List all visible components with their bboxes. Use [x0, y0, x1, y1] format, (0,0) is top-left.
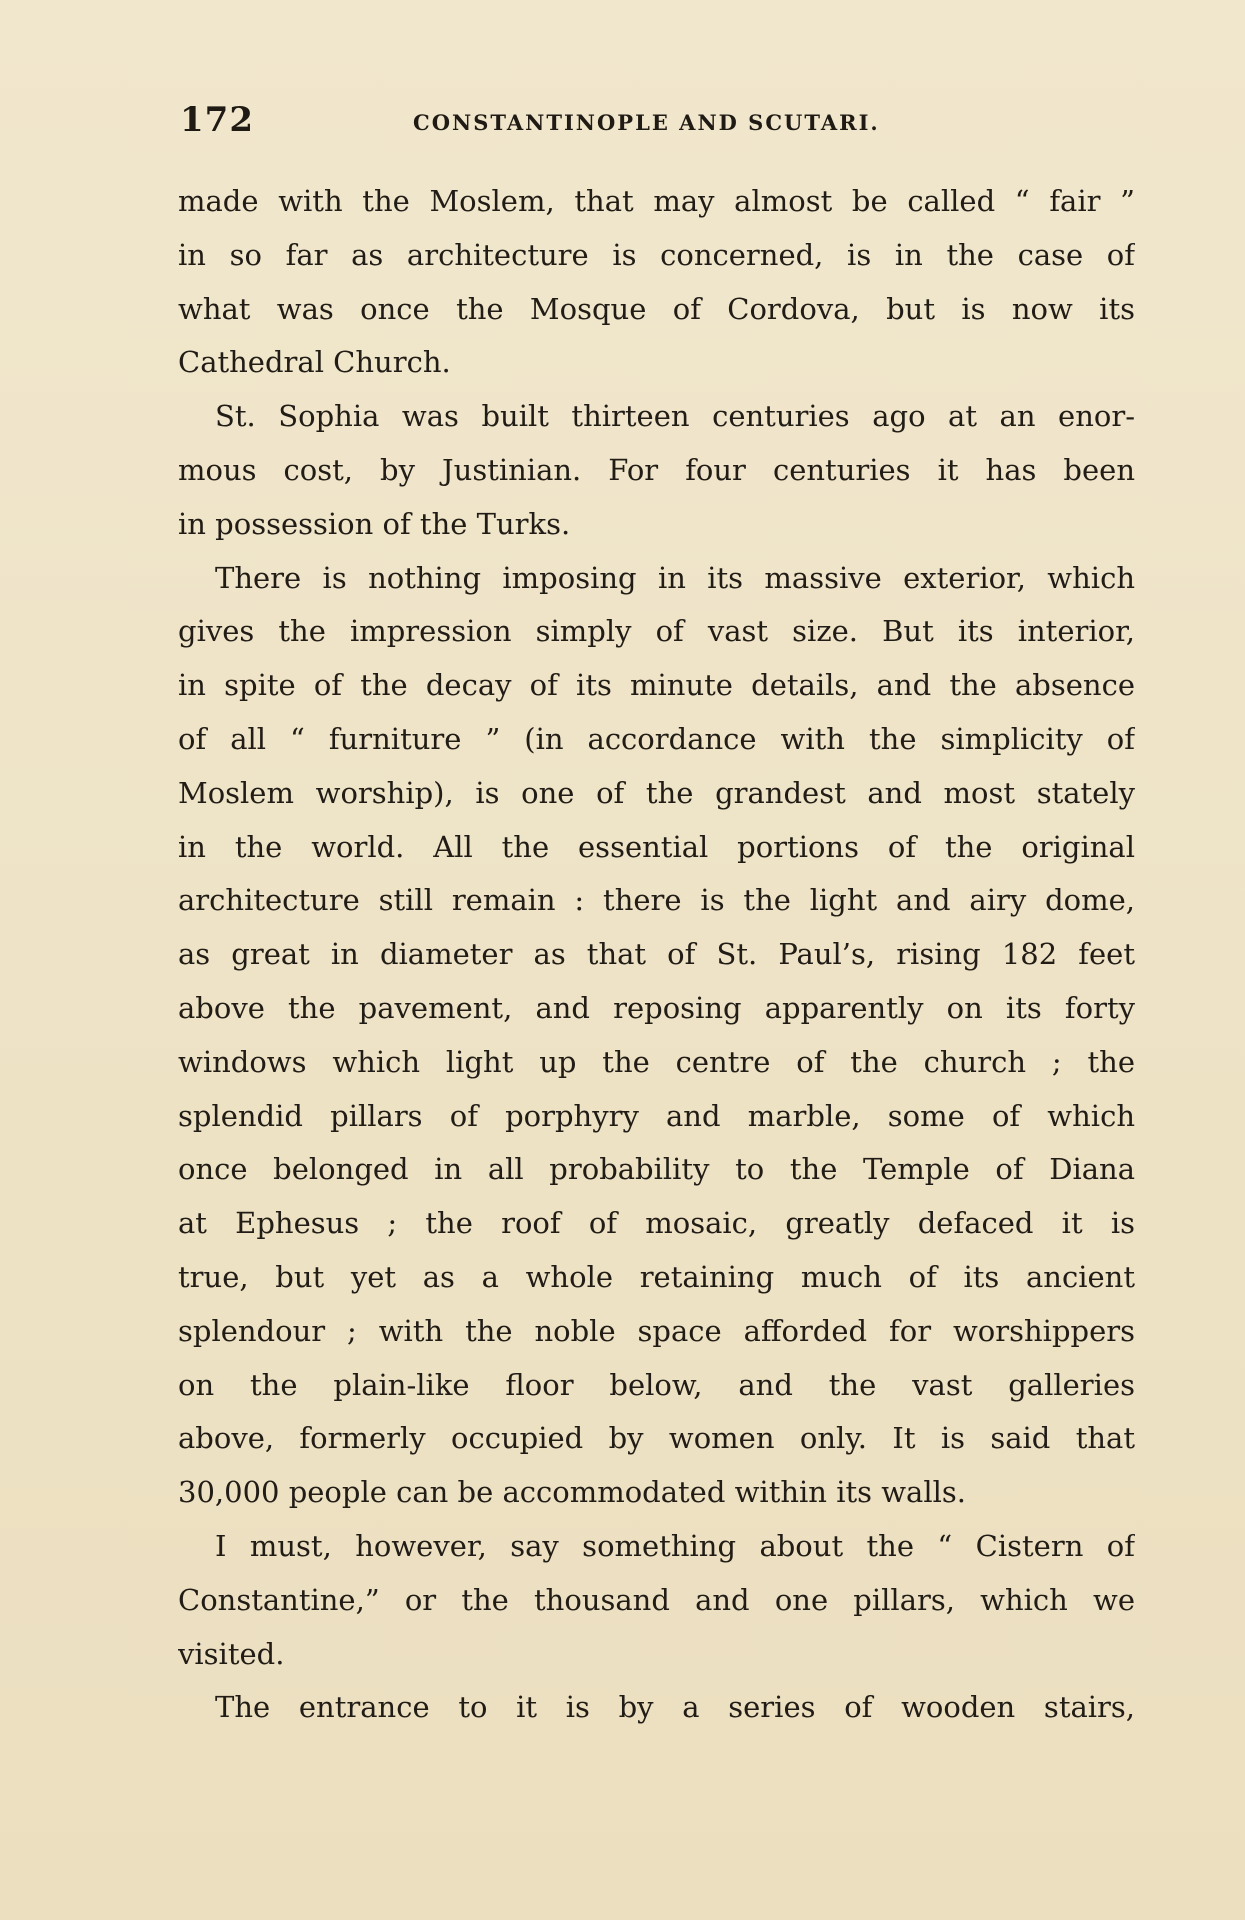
text-line: St. Sophia was built thirteen centuries ago at an enor-	[215, 399, 1135, 434]
page-number: 172	[180, 100, 254, 140]
text-line: splendid pillars of porphyry and marble, some of which	[178, 1098, 1135, 1133]
body-text	[178, 175, 1135, 1735]
text-line: Moslem worship), is one of the grandest and most stately	[178, 775, 1135, 810]
text-line: I must, however, say something about the “ Cistern of	[215, 1528, 1135, 1563]
text-line: as great in diameter as that of St. Paul’s, rising 182 feet	[178, 937, 1135, 972]
text-line: in possession of the Turks.	[178, 506, 571, 541]
text-line: of all “ furniture ” (in accordance with the simplicity of	[178, 721, 1135, 756]
text-line: made with the Moslem, that may almost be called “ fair ”	[178, 184, 1135, 218]
text-line: what was once the Mosque of Cordova, but is now its	[178, 291, 1135, 326]
paragraph	[178, 1520, 1135, 1681]
text-line: The entrance to it is by a series of wooden stairs,	[215, 1690, 1135, 1725]
text-line: above the pavement, and reposing apparently on its forty	[178, 990, 1135, 1025]
text-line: windows which light up the centre of the church ; the	[178, 1044, 1135, 1079]
text-line: at Ephesus ; the roof of mosaic, greatly defaced it is	[178, 1206, 1135, 1241]
text-line: There is nothing imposing in its massive exterior, which	[215, 560, 1135, 595]
running-title: CONSTANTINOPLE AND SCUTARI.	[413, 110, 880, 135]
text-line: above, formerly occupied by women only. It is said that	[178, 1421, 1135, 1456]
text-line: architecture still remain : there is the light and airy dome,	[178, 883, 1135, 918]
text-line: Cathedral Church.	[178, 345, 451, 380]
paragraph	[178, 175, 1135, 390]
paragraph	[178, 552, 1135, 1520]
text-line: visited.	[178, 1636, 285, 1671]
text-line: in spite of the decay of its minute details, and the absence	[178, 668, 1135, 703]
text-line: in so far as architecture is concerned, is in the case of	[178, 237, 1135, 272]
text-line: gives the impression simply of vast size. But its interior,	[178, 614, 1135, 649]
paragraph	[178, 390, 1135, 551]
text-line: on the plain-like floor below, and the vast galleries	[178, 1367, 1135, 1402]
text-line: true, but yet as a whole retaining much of its ancient	[178, 1259, 1135, 1294]
text-line: splendour ; with the noble space afforded for worshippers	[178, 1313, 1135, 1348]
text-line: Constantine,” or the thousand and one pillars, which we	[178, 1582, 1135, 1617]
text-line: mous cost, by Justinian. For four centuries it has been	[178, 452, 1135, 487]
paragraph	[178, 1681, 1135, 1735]
page-header	[180, 100, 1140, 150]
text-line: once belonged in all probability to the Temple of Diana	[178, 1152, 1135, 1187]
text-line: 30,000 people can be accommodated within its walls.	[178, 1475, 966, 1510]
text-line: in the world. All the essential portions of the original	[178, 829, 1135, 864]
